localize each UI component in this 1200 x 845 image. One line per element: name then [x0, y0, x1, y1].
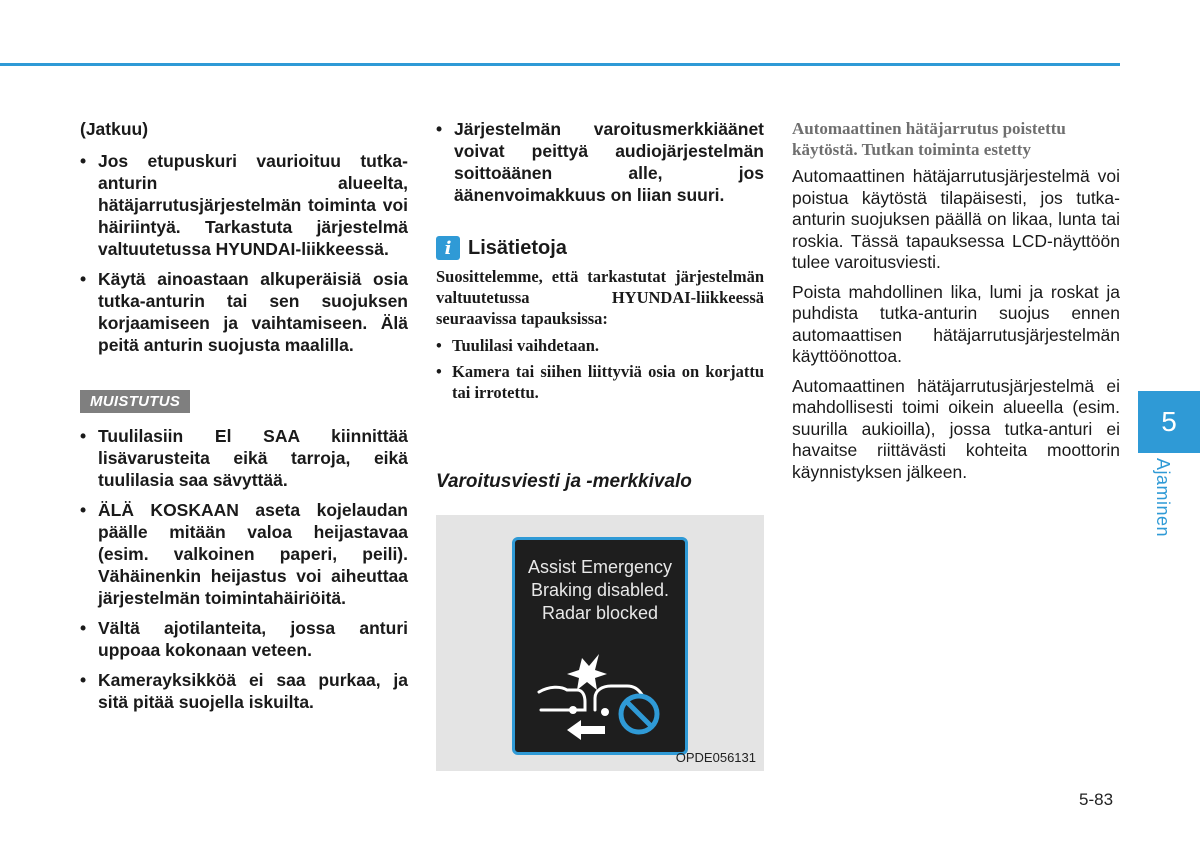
warning-figure: [436, 515, 764, 771]
chapter-tab: 5: [1138, 391, 1200, 453]
list-item: • Käytä ainoastaan alkuperäisiä osia tutka-anturin tai sen suojuksen korjaamiseen ja vaihtamiseen. Älä peitä anturin suojusta maalilla.: [80, 268, 408, 356]
figure-code: OPDE056131: [675, 750, 756, 765]
section-subheading: Varoitusviesti ja -merkkivalo: [436, 471, 692, 492]
lcd-line: Assist Emergency: [527, 557, 673, 577]
paragraph: Poista mahdollinen lika, lumi ja roskat ja puhdista tutka-anturin suojus ennen automaattisen hätäjarrutusjärjestelmän käyttöönottoa.: [792, 281, 1120, 366]
info-header: [436, 236, 764, 260]
list-item: • Kamera tai siihen liittyviä osia on korjattu tai irrotettu.: [436, 361, 764, 403]
warning-list: [80, 150, 408, 356]
list-item: • Tuulilasi vaihdetaan.: [436, 335, 764, 356]
arrow-left-icon: [567, 720, 605, 740]
lcd-message: [515, 556, 685, 625]
list-item: • Järjestelmän varoitusmerkkiäänet voivat peittyä audiojärjestelmän soittoäänen alle, jos äänenvoimakkuus on liian suuri.: [436, 118, 764, 206]
car-icon: [539, 687, 585, 710]
list-item: • ÄLÄ KOSKAAN aseta kojelaudan päälle mitään valoa heijastavaa (esim. valkoinen paperi, peili). Vähäinenkin heijastus voi aiheuttaa järjestelmän toimintahäiriöitä.: [80, 499, 408, 609]
section-heading: Automaattinen hätäjarrutus poistettu käytöstä. Tutkan toiminta estetty: [792, 119, 1066, 159]
caution-label: MUISTUTUS: [80, 390, 190, 413]
continued-label: (Jatkuu): [80, 119, 149, 139]
page-number: 5-83: [1079, 790, 1114, 809]
chapter-name: Ajaminen: [1153, 458, 1173, 538]
column-right: [792, 118, 1120, 491]
info-list: [436, 335, 764, 403]
column-left: [80, 118, 408, 721]
info-text: Suosittelemme, että tarkastutat järjestelmän valtuutetussa HYUNDAI-liikkeessä seuraavissa tapauksissa:: [436, 267, 764, 328]
lcd-line: Radar blocked: [541, 603, 659, 623]
collision-star-icon: [567, 654, 607, 690]
list-item: • Jos etupuskuri vaurioituu tutka-anturin alueelta, hätäjarrutusjärjestelmän toiminta voi häiriintyä. Tarkastuta järjestelmä valtuutetussa HYUNDAI-liikkeessä.: [80, 150, 408, 260]
lcd-display: [512, 537, 688, 755]
info-icon: i: [436, 236, 460, 260]
paragraph: Automaattinen hätäjarrutusjärjestelmä voi poistua käytöstä tilapäisesti, jos tutka-anturin suojuksen päällä on likaa, lunta tai roskia. Tässä tapauksessa LCD-näyttöön tulee varoitusviesti.: [792, 166, 1120, 272]
lcd-line: Braking disabled.: [530, 580, 670, 600]
info-title: Lisätietoja: [468, 236, 567, 259]
caution-list: [80, 425, 408, 713]
audio-warning-list: [436, 118, 764, 206]
list-item: • Kamerayksikköä ei saa purkaa, ja sitä pitää suojella iskuilta.: [80, 669, 408, 713]
collision-warning-icon: [515, 632, 685, 742]
column-middle: [436, 118, 764, 771]
paragraph: Automaattinen hätäjarrutusjärjestelmä ei mahdollisesti toimi oikein alueella (esim. suurilla aukioilla), jossa tutka-anturi ei havaitse riittävästi kohteita moottorin käynnistyksen jälkeen.: [792, 375, 1120, 482]
list-item: • Tuulilasiin El SAA kiinnittää lisävarusteita eikä tarroja, eikä tuulilasia saa sävyttää.: [80, 425, 408, 491]
header-rule: [0, 63, 1120, 66]
list-item: • Vältä ajotilanteita, jossa anturi uppoaa kokonaan veteen.: [80, 617, 408, 661]
